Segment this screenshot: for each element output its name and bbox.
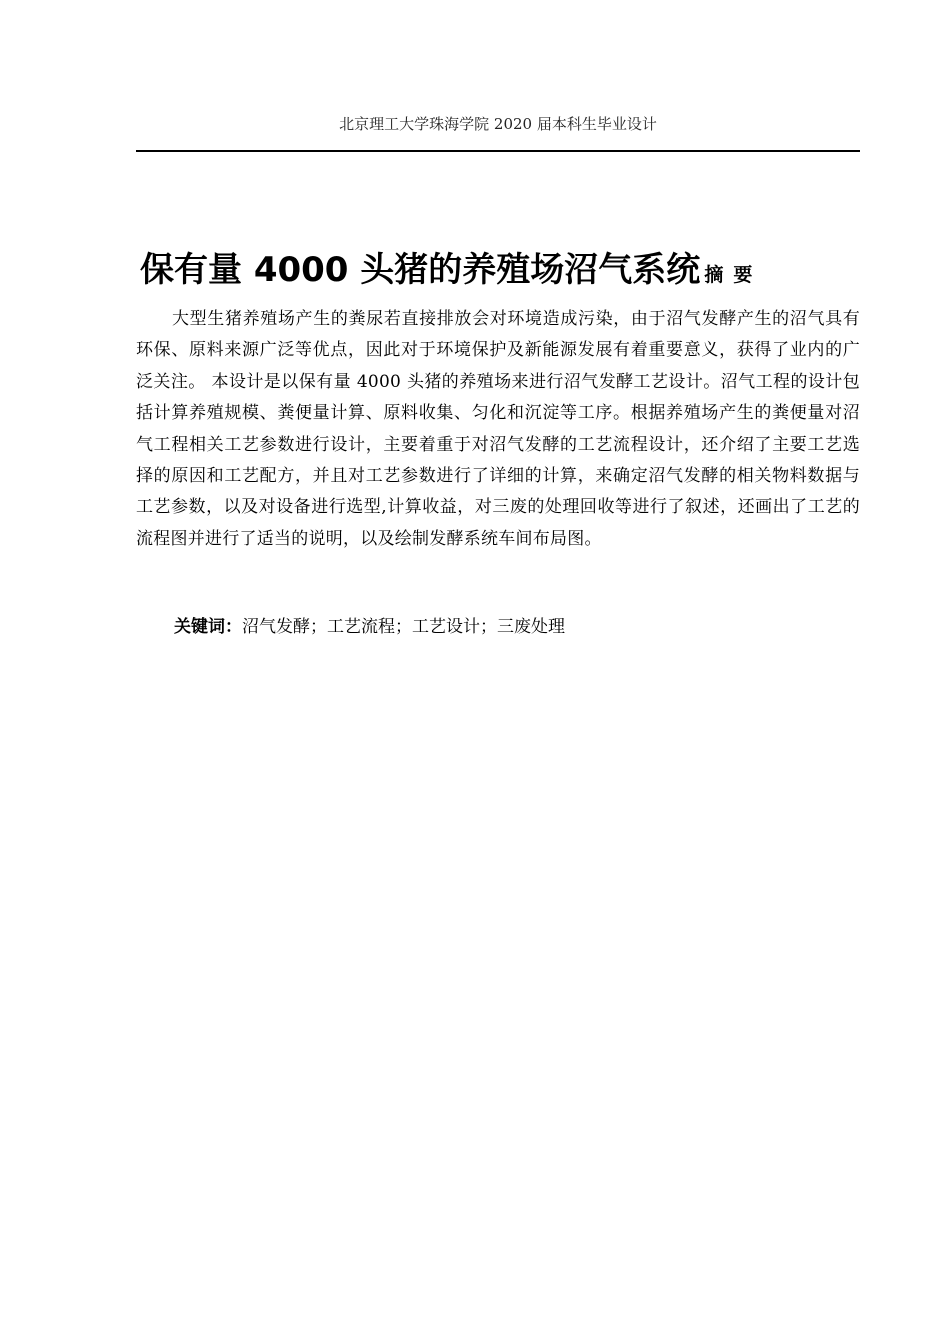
header-divider <box>136 150 860 152</box>
title-line <box>140 246 860 298</box>
running-header: 北京理工大学珠海学院 2020 届本科生毕业设计 <box>339 115 657 133</box>
keywords-label: 关键词： <box>174 617 242 637</box>
abstract-paragraph: 大型生猪养殖场产生的粪尿若直接排放会对环境造成污染，由于沼气发酵产生的沼气具有环保、原料来源广泛等优点，因此对于环境保护及新能源发展有着重要意义，获得了业内的广泛关注。 本设计是以保有量 4000 头猪的养殖场来进行沼气发酵工艺设计。沼气工程的设计包括计算养殖规模、粪便量计算、原料收集、匀化和沉淀等工序。根据养殖场产生的粪便量对沼气工程相关工艺参数进行设计，主要着重于对沼气发酵的工艺流程设计，还介绍了主要工艺选择的原因和工艺配方，并且对工艺参数进行了详细的计算，来确定沼气发酵的相关物料数据与工艺参数，以及对设备进行选型,计算收益，对三废的处理回收等进行了叙述，还画出了工艺的流程图并进行了适当的说明，以及绘制发酵系统车间布局图。 <box>136 309 860 549</box>
keywords-text: 沼气发酵；工艺流程；工艺设计；三废处理 <box>242 617 565 637</box>
abstract-heading: 摘要 <box>704 264 763 286</box>
keywords-line <box>174 614 565 640</box>
document-title: 保有量 4000 头猪的养殖场沼气系统 <box>140 250 701 290</box>
